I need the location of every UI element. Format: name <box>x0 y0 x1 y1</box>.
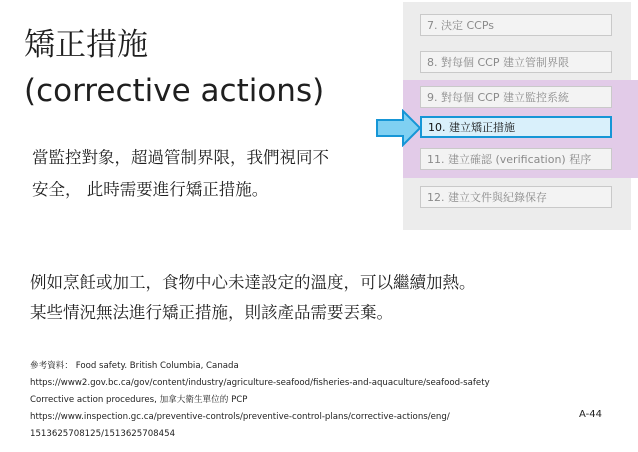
reference-line: 參考資料： Food safety. British Columbia, Canada <box>30 361 239 371</box>
arrow-right-icon <box>376 109 422 147</box>
example-text <box>30 268 590 328</box>
references <box>30 358 570 443</box>
page-title <box>24 22 354 114</box>
step-10-active: 10. 建立矯正措施 <box>420 116 612 138</box>
step-9: 9. 對每個 CCP 建立監控系統 <box>420 86 612 108</box>
description-line: 安全， 此時需要進行矯正措施。 <box>32 180 269 199</box>
step-7: 7. 決定 CCPs <box>420 14 612 36</box>
reference-link[interactable]: https://www.inspection.gc.ca/preventive-controls/preventive-control-plans/corrective-actions/eng/ <box>30 412 450 422</box>
example-line: 例如烹飪或加工，食物中心未達設定的溫度，可以繼續加熱。 <box>30 273 476 292</box>
page-number: A-44 <box>579 409 602 420</box>
reference-line: Corrective action procedures, 加拿大衛生單位的 PCP <box>30 395 248 405</box>
description-line: 當監控對象，超過管制界限，我們視同不 <box>32 148 329 167</box>
step-8: 8. 對每個 CCP 建立管制界限 <box>420 51 612 73</box>
example-line: 某些情況無法進行矯正措施，則該產品需要丟棄。 <box>30 303 393 322</box>
description <box>32 142 382 206</box>
step-11: 11. 建立確認 (verification) 程序 <box>420 148 612 170</box>
reference-link[interactable]: https://www2.gov.bc.ca/gov/content/industry/agriculture-seafood/fisheries-and-aquaculture/seafood-safety <box>30 378 490 388</box>
title-line-zh: 矯正措施 <box>24 27 148 63</box>
reference-link-tail[interactable]: 1513625708125/1513625708454 <box>30 429 176 439</box>
title-line-en: (corrective actions) <box>24 73 325 109</box>
step-12: 12. 建立文件與紀錄保存 <box>420 186 612 208</box>
